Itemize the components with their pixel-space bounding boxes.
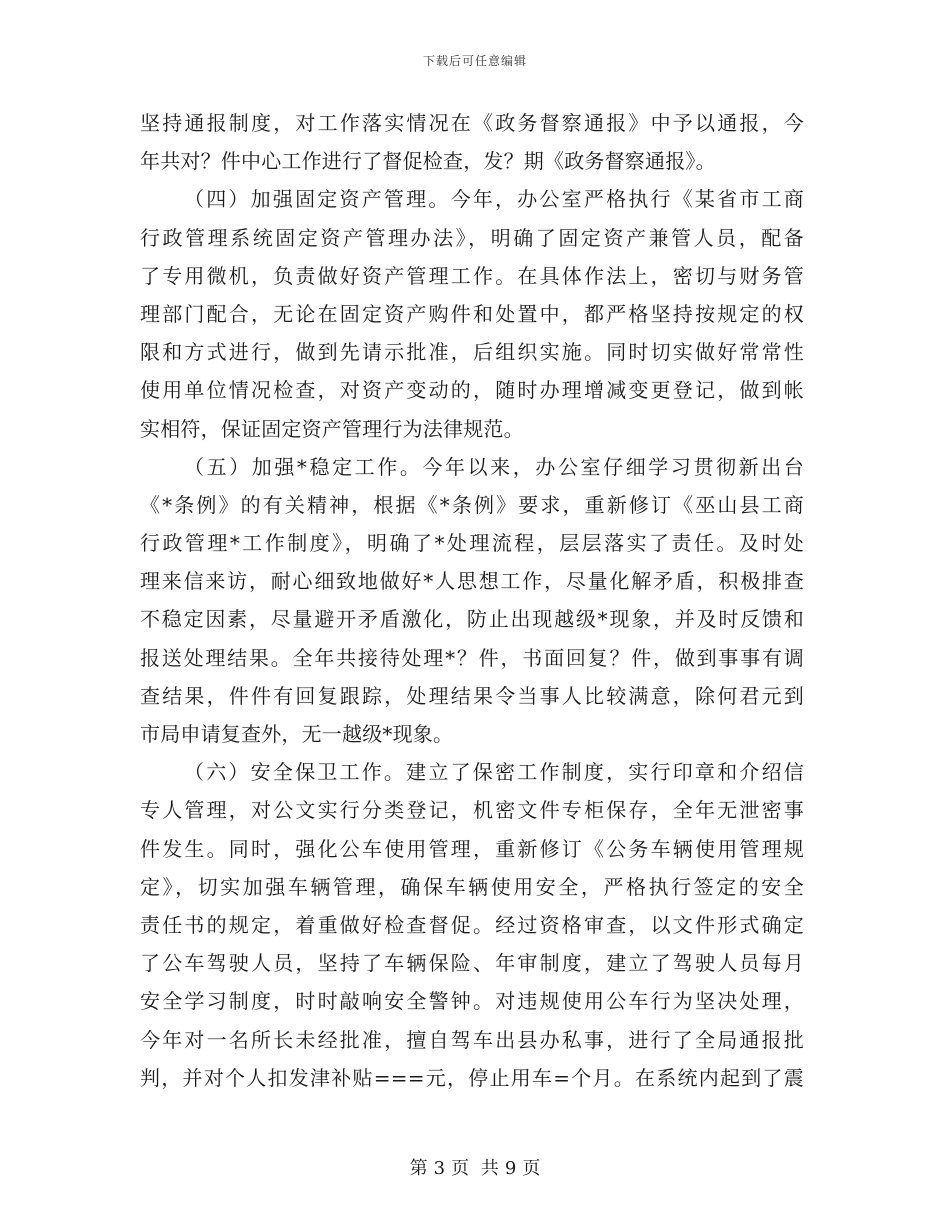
text-line: 市局申请复查外，无一越级*现象。	[140, 722, 454, 746]
text-line: （六）安全保卫工作。建立了保密工作制度，实行印章和介绍信	[184, 760, 804, 785]
text-line: 报送处理结果。全年共接待处理*？件，书面回复？件，做到事事有调	[140, 645, 804, 670]
page-number-suffix: 页	[522, 1158, 541, 1179]
text-line: 查结果，件件有回复跟踪，处理结果令当事人比较满意，除何君元到	[140, 683, 804, 708]
page-number-middle: 页 共	[451, 1158, 499, 1179]
text-line: 实相符，保证固定资产管理行为法律规范。	[140, 416, 524, 441]
text-line: 判，并对个人扣发津补贴===元，停止用车=个月。在系统内起到了震	[140, 1065, 804, 1090]
text-line: 坚持通报制度，对工作落实情况在《政务督察通报》中予以通报，今	[140, 111, 804, 135]
text-line: 《*条例》的有关精神，根据《*条例》要求，重新修订《巫山县工商	[140, 492, 804, 517]
text-line: 理部门配合，无论在固定资产购件和处置中，都严格坚持按规定的权	[140, 301, 804, 326]
text-line: 使用单位情况检查，对资产变动的，随时办理增减变更登记，做到帐	[140, 378, 804, 403]
text-line: 责任书的规定，着重做好检查督促。经过资格审查，以文件形式确定	[140, 912, 804, 937]
page-number-prefix: 第	[409, 1158, 428, 1179]
text-line: 限和方式进行，做到先请示批准，后组织实施。同时切实做好常常性	[140, 340, 804, 365]
text-line: 行政管理系统固定资产管理办法》，明确了固定资产兼管人员，配备	[140, 225, 804, 250]
text-line: 行政管理*工作制度》，明确了*处理流程，层层落实了责任。及时处	[140, 531, 804, 556]
page-header: 下载后可任意编辑	[422, 54, 527, 68]
text-line: 年共对？件中心工作进行了督促检查，发？期《政务督察通报》。	[140, 149, 716, 174]
text-line: 今年对一名所长未经批准，擅自驾车出县办私事，进行了全局通报批	[140, 1027, 804, 1052]
text-line: 不稳定因素，尽量避开矛盾激化，防止出现越级*现象，并及时反馈和	[140, 607, 804, 632]
text-line: 件发生。同时，强化公车使用管理，重新修订《公务车辆使用管理规	[140, 836, 804, 861]
page-number-current: 3	[433, 1158, 446, 1179]
text-line: 安全学习制度，时时敲响安全警钟。对违规使用公车行为坚决处理，	[140, 989, 804, 1014]
text-line: （四）加强固定资产管理。今年，办公室严格执行《某省市工商	[184, 187, 804, 212]
text-line: 专人管理，对公文实行分类登记，机密文件专柜保存，全年无泄密事	[140, 798, 804, 823]
text-line: 定》，切实加强车辆管理，确保车辆使用安全，严格执行签定的安全	[140, 874, 804, 899]
page-number-total: 9	[504, 1158, 517, 1179]
text-line: 了公车驾驶人员，坚持了车辆保险、年审制度，建立了驾驶人员每月	[140, 951, 804, 976]
page-footer	[0, 1154, 950, 1180]
text-line: 了专用微机，负责做好资产管理工作。在具体作法上，密切与财务管	[140, 263, 804, 288]
document-body	[140, 104, 804, 1097]
text-line: （五）加强*稳定工作。今年以来，办公室仔细学习贯彻新出台	[184, 454, 804, 479]
text-line: 理来信来访，耐心细致地做好*人思想工作，尽量化解矛盾，积极排查	[140, 569, 804, 594]
